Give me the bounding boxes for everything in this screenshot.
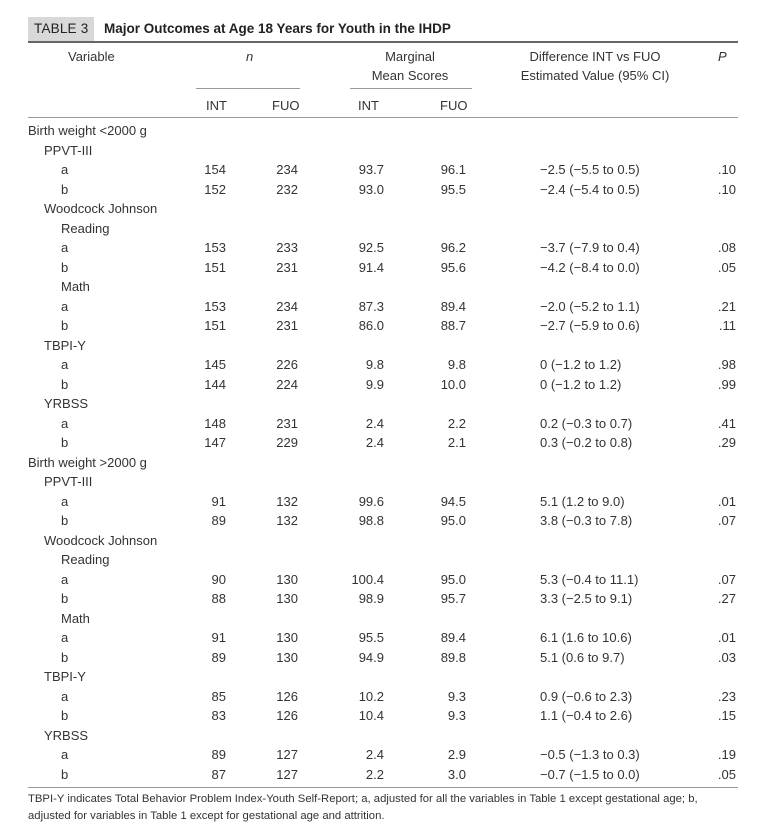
cell-p-value: .10: [717, 162, 736, 177]
cell-mean-int: 94.9: [358, 649, 384, 665]
cell-mean-int: 95.5: [358, 630, 384, 645]
cell-difference: 0.3 (−0.2 to 0.8): [540, 435, 633, 450]
cell-mean-fuo: 9.8: [447, 357, 466, 372]
cell-n-int: 87: [211, 766, 226, 782]
cell-mean-int: 86.0: [358, 318, 384, 333]
cell-mean-fuo: 9.3: [447, 708, 466, 723]
cell-p-value: .19: [717, 747, 736, 762]
cell-p-value: .11: [718, 318, 736, 333]
cell-n-fuo: 234: [276, 298, 298, 314]
cell-p-value: .99: [717, 376, 736, 392]
row-label: b: [61, 513, 69, 528]
cell-n-int: 88: [211, 591, 226, 606]
cell-mean-fuo: 95.5: [440, 181, 466, 197]
cell-mean-int: 99.6: [358, 493, 384, 509]
row-label: b: [61, 649, 69, 665]
cell-difference: 1.1 (−0.4 to 2.6): [540, 708, 633, 723]
cell-n-int: 147: [204, 435, 226, 450]
cell-n-int: 89: [211, 649, 226, 665]
cell-mean-int: 9.9: [365, 376, 384, 392]
cell-difference: 0.9 (−0.6 to 2.3): [540, 688, 633, 704]
cell-n-fuo: 226: [276, 357, 298, 372]
cell-difference: 5.3 (−0.4 to 11.1): [540, 571, 639, 587]
cell-difference: −4.2 (−8.4 to 0.0): [540, 259, 640, 275]
cell-p-value: .05: [717, 259, 736, 275]
cell-difference: −0.7 (−1.5 to 0.0): [540, 766, 640, 782]
header-n: n: [246, 49, 254, 64]
cell-mean-fuo: 2.2: [447, 415, 466, 431]
cell-mean-fuo: 96.1: [440, 162, 466, 177]
cell-mean-fuo: 95.6: [440, 259, 466, 275]
cell-mean-int: 9.8: [365, 357, 384, 372]
cell-n-fuo: 127: [276, 766, 298, 782]
row-label: a: [61, 240, 69, 255]
header-diff-1: Difference INT vs FUO: [529, 49, 661, 64]
cell-n-fuo: 126: [276, 708, 298, 723]
row-label: b: [61, 591, 69, 606]
cell-n-fuo: 231: [276, 318, 298, 333]
cell-p-value: .07: [717, 571, 736, 587]
cell-p-value: .10: [717, 181, 736, 197]
variable-label: TBPI-Y: [44, 337, 86, 353]
cell-difference: 5.1 (0.6 to 9.7): [540, 649, 625, 665]
cell-mean-fuo: 89.8: [440, 649, 466, 665]
cell-mean-int: 91.4: [358, 259, 384, 275]
cell-n-fuo: 127: [276, 747, 298, 762]
row-label: a: [61, 415, 69, 431]
cell-p-value: .01: [717, 493, 736, 509]
cell-p-value: .05: [717, 766, 736, 782]
cell-n-fuo: 224: [276, 376, 298, 392]
cell-difference: −0.5 (−1.3 to 0.3): [540, 747, 640, 762]
cell-difference: −3.7 (−7.9 to 0.4): [540, 240, 640, 255]
cell-n-fuo: 231: [276, 259, 298, 275]
row-label: b: [61, 766, 69, 782]
cell-n-fuo: 234: [276, 162, 298, 177]
cell-n-int: 85: [211, 688, 226, 704]
cell-n-fuo: 130: [276, 571, 298, 587]
header-marginal-2: Mean Scores: [371, 68, 449, 83]
cell-mean-int: 92.5: [358, 240, 384, 255]
cell-mean-int: 2.4: [365, 435, 384, 450]
cell-n-int: 145: [204, 357, 226, 372]
cell-mean-fuo: 3.0: [447, 766, 466, 782]
cell-p-value: .23: [717, 688, 736, 704]
cell-n-int: 90: [211, 571, 226, 587]
cell-difference: 3.3 (−2.5 to 9.1): [540, 591, 633, 606]
cell-difference: 5.1 (1.2 to 9.0): [540, 493, 625, 509]
row-label: b: [61, 318, 69, 333]
header-n-int: INT: [206, 98, 227, 113]
cell-n-int: 151: [204, 318, 226, 333]
variable-label: Reading: [61, 220, 110, 236]
cell-n-fuo: 130: [276, 630, 298, 645]
cell-mean-int: 87.3: [358, 298, 384, 314]
cell-mean-fuo: 2.9: [447, 747, 466, 762]
table-tag: TABLE 3: [28, 17, 94, 41]
table-footnote: TBPI-Y indicates Total Behavior Problem Index-Youth Self-Report; a, adjusted for all the variables in Table 1 except gestational age; b, adjusted for variables in Table 1 except for gestational age and attrition.: [28, 793, 698, 822]
cell-n-int: 151: [204, 259, 226, 275]
cell-p-value: .08: [717, 240, 736, 255]
marginal-header-rule: [350, 88, 472, 89]
row-label: a: [61, 571, 69, 587]
cell-mean-int: 98.8: [358, 513, 384, 528]
row-label: b: [61, 435, 69, 450]
cell-p-value: .03: [717, 649, 736, 665]
row-label: a: [61, 357, 69, 372]
group-label: Birth weight <2000 g: [28, 123, 147, 138]
cell-difference: 0 (−1.2 to 1.2): [540, 357, 622, 372]
row-label: a: [61, 493, 69, 509]
cell-n-fuo: 132: [276, 513, 298, 528]
cell-mean-fuo: 96.2: [440, 240, 466, 255]
cell-mean-int: 10.2: [358, 688, 384, 704]
cell-n-int: 91: [211, 630, 226, 645]
cell-mean-fuo: 89.4: [440, 630, 466, 645]
header-bottom-rule: [28, 117, 738, 118]
cell-difference: −2.0 (−5.2 to 1.1): [540, 298, 640, 314]
cell-mean-int: 93.7: [358, 162, 384, 177]
row-label: a: [61, 298, 69, 314]
cell-n-fuo: 130: [276, 591, 298, 606]
header-m-int: INT: [358, 98, 379, 113]
group-label: Birth weight >2000 g: [28, 454, 147, 470]
variable-label: Woodcock Johnson: [44, 532, 158, 548]
cell-mean-int: 2.2: [365, 766, 384, 782]
header-diff-2: Estimated Value (95% CI): [520, 68, 670, 83]
variable-label: Woodcock Johnson: [44, 201, 158, 216]
row-label: b: [61, 708, 69, 723]
cell-difference: 0 (−1.2 to 1.2): [540, 376, 622, 392]
header-m-fuo: FUO: [440, 98, 468, 113]
header-marginal-1: Marginal: [385, 49, 435, 64]
cell-mean-fuo: 88.7: [440, 318, 466, 333]
row-label: b: [61, 376, 69, 392]
cell-difference: −2.7 (−5.9 to 0.6): [540, 318, 640, 333]
cell-mean-fuo: 9.3: [447, 688, 466, 704]
cell-p-value: .07: [717, 513, 736, 528]
cell-difference: −2.4 (−5.4 to 0.5): [540, 181, 640, 197]
cell-difference: 6.1 (1.6 to 10.6): [540, 630, 632, 645]
cell-p-value: .27: [717, 591, 736, 606]
cell-mean-int: 93.0: [358, 181, 384, 197]
table-title-bar: [28, 17, 738, 43]
row-label: b: [61, 259, 69, 275]
cell-n-int: 153: [204, 298, 226, 314]
variable-label: TBPI-Y: [44, 669, 86, 684]
cell-n-int: 83: [211, 708, 226, 723]
variable-label: PPVT-III: [44, 142, 93, 158]
cell-n-int: 89: [211, 513, 226, 528]
row-label: a: [61, 688, 69, 704]
cell-mean-fuo: 95.0: [440, 513, 466, 528]
header-n-fuo: FUO: [272, 98, 300, 113]
cell-mean-fuo: 2.1: [447, 435, 466, 450]
cell-n-fuo: 229: [276, 435, 298, 450]
row-label: a: [61, 162, 69, 177]
cell-difference: 3.8 (−0.3 to 7.8): [540, 513, 633, 528]
row-label: a: [61, 630, 69, 645]
cell-n-fuo: 233: [276, 240, 298, 255]
cell-n-fuo: 126: [276, 688, 298, 704]
cell-p-value: .41: [717, 415, 736, 431]
cell-difference: −2.5 (−5.5 to 0.5): [540, 162, 640, 177]
cell-n-fuo: 232: [276, 181, 298, 197]
cell-n-int: 148: [204, 415, 226, 431]
table-title: Major Outcomes at Age 18 Years for Youth in the IHDP: [104, 21, 451, 36]
cell-n-int: 153: [204, 240, 226, 255]
header-p: P: [718, 49, 727, 64]
header-variable: Variable: [68, 49, 115, 64]
cell-n-fuo: 130: [276, 649, 298, 665]
cell-p-value: .01: [717, 630, 736, 645]
cell-difference: 0.2 (−0.3 to 0.7): [540, 415, 633, 431]
cell-mean-int: 2.4: [365, 415, 384, 431]
cell-n-fuo: 231: [276, 415, 298, 431]
variable-label: Reading: [61, 552, 110, 567]
cell-mean-int: 100.4: [351, 571, 384, 587]
cell-p-value: .15: [717, 708, 736, 723]
row-label: b: [61, 181, 69, 197]
cell-n-int: 89: [211, 747, 226, 762]
cell-p-value: .21: [717, 298, 736, 314]
cell-n-int: 144: [204, 376, 226, 392]
variable-label: YRBSS: [44, 396, 89, 411]
variable-label: PPVT-III: [44, 474, 93, 489]
cell-p-value: .29: [717, 435, 736, 450]
cell-mean-fuo: 95.7: [440, 591, 466, 606]
cell-mean-fuo: 89.4: [440, 298, 466, 314]
variable-label: Math: [61, 279, 90, 294]
cell-n-fuo: 132: [276, 493, 298, 509]
cell-mean-int: 10.4: [358, 708, 384, 723]
cell-p-value: .98: [717, 357, 736, 372]
variable-label: YRBSS: [44, 727, 89, 743]
cell-n-int: 152: [204, 181, 226, 197]
cell-n-int: 91: [211, 493, 226, 509]
cell-mean-fuo: 94.5: [440, 493, 466, 509]
row-label: a: [61, 747, 69, 762]
cell-n-int: 154: [204, 162, 226, 177]
n-header-rule: [196, 88, 300, 89]
cell-mean-fuo: 95.0: [440, 571, 466, 587]
cell-mean-int: 98.9: [358, 591, 384, 606]
variable-label: Math: [61, 610, 90, 626]
cell-mean-int: 2.4: [365, 747, 384, 762]
table-bottom-rule: [28, 787, 738, 788]
cell-mean-fuo: 10.0: [440, 376, 466, 392]
